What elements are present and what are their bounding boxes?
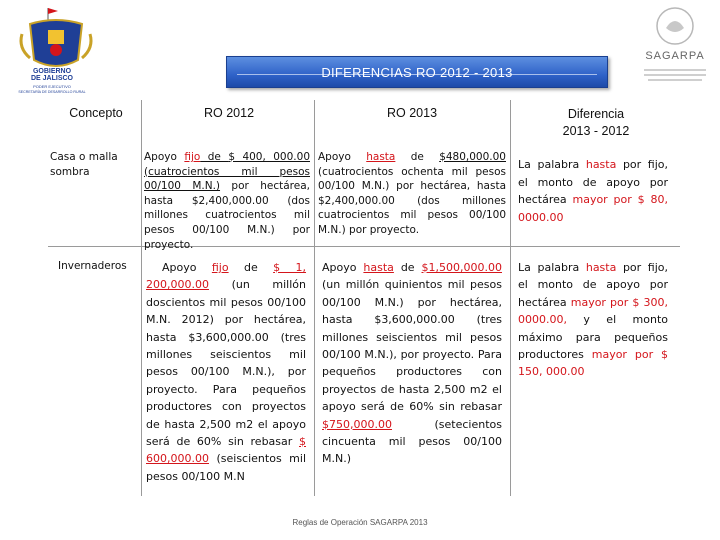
keyword-hasta: hasta <box>366 151 396 163</box>
keyword-fijo: fijo, <box>647 261 668 274</box>
keyword-hasta: hasta <box>585 261 617 274</box>
grid-hline <box>48 246 680 247</box>
keyword-hasta: hasta <box>363 261 394 274</box>
row-ro2013: Apoyo hasta de $480,000.00 (cuatrocientos ochenta mil pesos 00/100 M.N.) por hectárea, hasta $2,400,000.00 (dos millones cuatrocientos mil pesos 00/100 M.N.) por proyecto. <box>318 151 506 236</box>
difference-amount: mayor por $ 300, 0000.00, <box>518 295 668 327</box>
row-concepto: Casa o malla sombra <box>50 151 118 178</box>
row-diferencia: La palabra hasta por fijo, el monto de apoyo por hectárea mayor por $ 300, 0000.00, y el monto máximo para pequeños productores mayor por $ 150, 000.00 <box>518 261 668 379</box>
header-ro2012: RO 2012 <box>203 106 255 120</box>
sagarpa-logo <box>636 6 714 92</box>
amount-underlined: $ 400, 000.00 (cuatrocientos mil pesos 00/100 M.N.) <box>144 151 310 193</box>
row-ro2013: Apoyo hasta de $1,500,000.00 (un millón quinientos mil pesos 00/100 M.N.) por hectárea, hasta $3,600,000.00 (tres millones seiscientos mil pesos 00/100 M.N.), por proyecto. Para pequeños productores con proyectos de hasta 2,500 m2 el apoyo será de 60% sin rebasar $750,000.00 (setecientos cincuenta mil pesos 00/100 M.N.) <box>322 261 502 466</box>
header-concepto: Concepto <box>69 106 123 120</box>
header-diferencia-line1: Diferencia <box>567 107 625 121</box>
header-diferencia-line2: 2013 - 2012 <box>562 124 630 138</box>
sagarpa-subtext <box>644 66 706 86</box>
amount-underlined: $1,500,000.00 <box>421 261 502 274</box>
difference-amount: mayor por $ 150, 000.00 <box>518 348 668 379</box>
difference-amount: mayor por $ 80, 0000.00 <box>518 193 668 224</box>
grid-vline <box>314 100 315 496</box>
logo-line-gobierno: GOBIERNO <box>32 68 72 75</box>
keyword-hasta: hasta <box>585 158 617 171</box>
logo-line-poder: PODER EJECUTIVO <box>33 84 71 89</box>
header-diferencia <box>512 106 680 140</box>
sagarpa-wordmark: SAGARPA <box>645 50 705 62</box>
mexico-seal-icon <box>636 6 714 48</box>
header-ro2013: RO 2013 <box>386 106 438 120</box>
title-banner <box>226 56 608 88</box>
logo-line-secretaria: SECRETARÍA DE DESARROLLO RURAL <box>18 90 86 94</box>
row-concepto: Invernaderos <box>58 260 127 272</box>
grid-vline <box>141 100 142 496</box>
row-diferencia: La palabra hasta por fijo, el monto de apoyo por hectárea mayor por $ 80, 0000.00 <box>518 158 668 224</box>
keyword-fijo: fijo, <box>647 158 668 171</box>
gobierno-jalisco-logo <box>8 6 104 98</box>
amount-underlined: $750,000.00 <box>322 417 392 431</box>
page-title: DIFERENCIAS RO 2012 - 2013 <box>321 64 513 80</box>
amount-underlined: $ 1, 200,000.00 <box>146 261 307 292</box>
row-ro2012: Apoyo fijo de $ 400, 000.00 (cuatrocientos mil pesos 00/100 M.N.) por hectárea, hasta $2,400,000.00 (dos millones cuatrocientos mil pesos 00/100 M.N.) por proyecto. <box>144 151 310 251</box>
grid-vline <box>510 100 511 496</box>
keyword-fijo: fijo <box>211 261 229 274</box>
amount-underlined: $ 600,000.00 <box>146 435 306 466</box>
footer-caption: Reglas de Operación SAGARPA 2013 <box>292 518 428 527</box>
keyword-fijo: fijo <box>184 151 201 163</box>
amount-underlined: $480,000.00 <box>439 151 506 163</box>
row-ro2012: Apoyo fijo de $ 1, 200,000.00 (un millón doscientos mil pesos 00/100 M.N. 2012) por hectárea, hasta $3,600,000.00 (tres millones seiscientos mil pesos 00/100 M.N.), por proyecto. Para pequeños productores con proyectos de hasta 2,500 m2 el apoyo será de 60% sin rebasar $ 600,000.00 (seiscientos mil pesos 00/100 M.N <box>146 261 307 483</box>
logo-line-jalisco: DE JALISCO <box>30 75 73 82</box>
